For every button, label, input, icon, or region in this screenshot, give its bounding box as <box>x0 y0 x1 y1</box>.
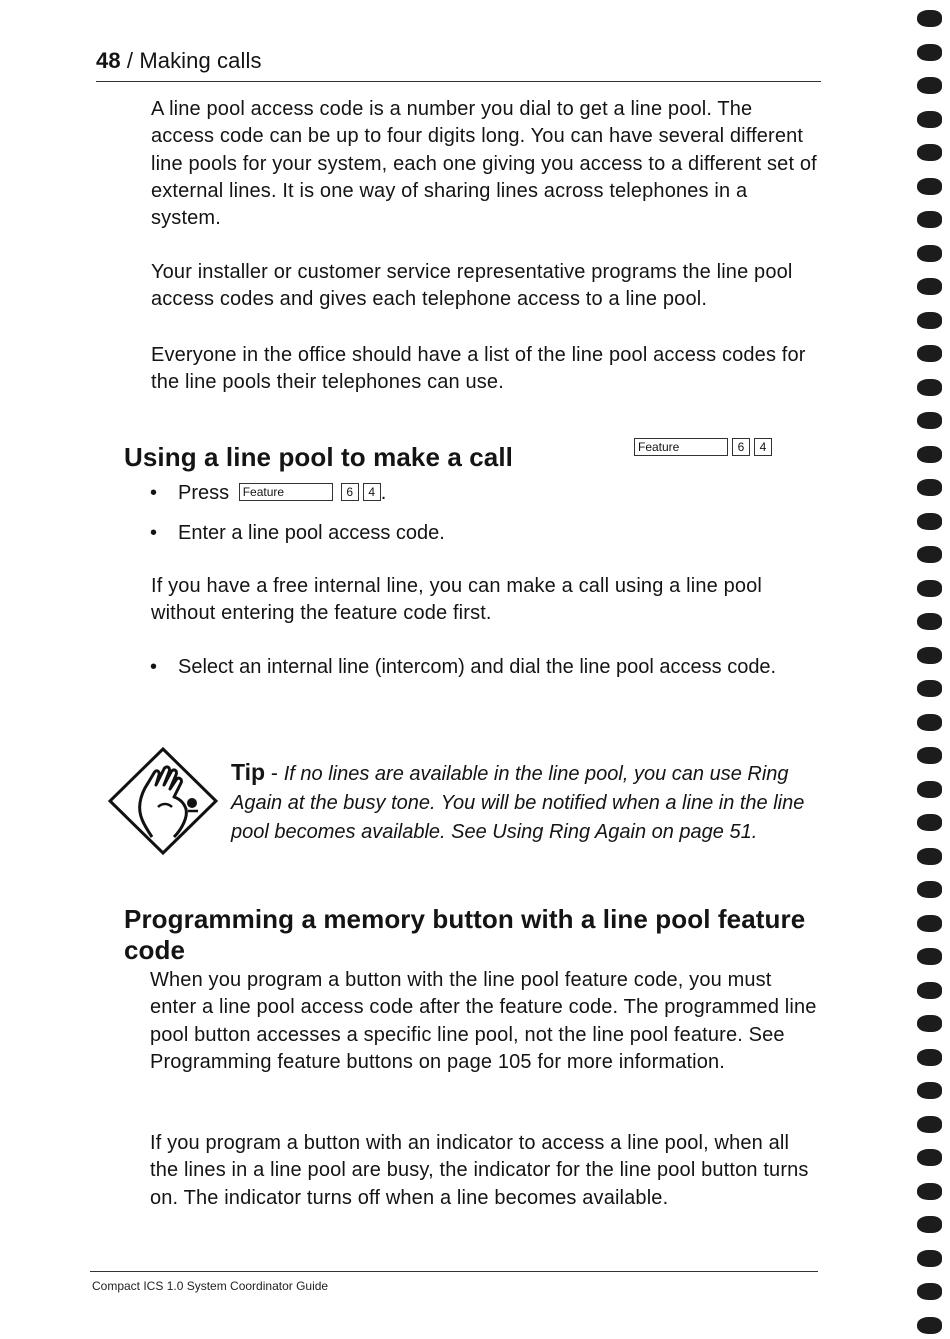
intro-paragraph-2: Your installer or customer service representative programs the line pool access codes and gives each telephone access to a line pool. <box>151 261 793 311</box>
feature-key: Feature <box>239 483 333 501</box>
binding-hole <box>917 1082 942 1099</box>
indicator-paragraph: If you program a button with an indicator to access a line pool, when all the lines in a line pool are busy, the indicator for the line pool button turns on. The indicator turns off when a line becomes available. <box>150 1132 809 1209</box>
binding-hole <box>917 1015 942 1032</box>
section-heading-using-line-pool: Using a line pool to make a call <box>124 442 513 472</box>
binding-hole <box>917 312 942 329</box>
spiral-binding <box>910 0 950 1339</box>
binding-hole <box>917 345 942 362</box>
page-footer: Compact ICS 1.0 System Coordinator Guide <box>92 1279 329 1293</box>
digit-key-4: 4 <box>363 483 381 501</box>
digit-key-6: 6 <box>732 438 750 456</box>
footer-rule <box>90 1271 818 1272</box>
intro-paragraph-1: A line pool access code is a number you dial to get a line pool. The access code can be up to four digits long. You can have several different line pools for your system, each one giving you access to a different set of external lines. It is one way of sharing lines across telephones in a system. <box>151 98 817 230</box>
binding-hole <box>917 1183 942 1200</box>
binding-hole <box>917 178 942 195</box>
binding-hole <box>917 245 942 262</box>
bullet-dot: • <box>150 482 158 504</box>
tip-label: Tip <box>231 759 266 785</box>
binding-hole <box>917 1049 942 1066</box>
binding-hole <box>917 747 942 764</box>
binding-hole <box>917 513 942 530</box>
binding-hole <box>917 211 942 228</box>
binding-hole <box>917 881 942 898</box>
binding-hole <box>917 1116 942 1133</box>
binding-hole <box>917 111 942 128</box>
program-button-paragraph: When you program a button with the line pool feature code, you must enter a line pool access code after the feature code. The programmed line pool button accesses a specific line pool, not the line pool feature. See Programming feature buttons on page 105 for more information. <box>150 969 817 1073</box>
binding-hole <box>917 848 942 865</box>
margin-key-sequence <box>634 440 772 458</box>
binding-hole <box>917 680 942 697</box>
bullet-text: Select an internal line (intercom) and dial the line pool access code. <box>178 656 777 678</box>
binding-hole <box>917 412 942 429</box>
binding-hole <box>917 982 942 999</box>
binding-hole <box>917 1317 942 1334</box>
binding-hole <box>917 647 942 664</box>
binding-hole <box>917 781 942 798</box>
binding-hole <box>917 613 942 630</box>
page-number: 48 <box>96 48 121 73</box>
header-separator: / <box>120 48 140 73</box>
binding-hole <box>917 915 942 932</box>
bullet-text: Enter a line pool access code. <box>178 522 445 544</box>
binding-hole <box>917 144 942 161</box>
binding-hole <box>917 1216 942 1233</box>
binding-hole <box>917 77 942 94</box>
binding-hole <box>917 379 942 396</box>
free-internal-line-paragraph: If you have a free internal line, you can make a call using a line pool without entering the feature code first. <box>151 575 763 625</box>
binding-hole <box>917 546 942 563</box>
bullet-dot: • <box>150 656 158 678</box>
digit-key-4: 4 <box>754 438 772 456</box>
page-header <box>96 48 262 74</box>
binding-hole <box>917 278 942 295</box>
bullet-suffix: . <box>380 482 387 504</box>
intro-paragraph-3: Everyone in the office should have a list of the line pool access codes for the line pools their telephones can use. <box>151 344 806 394</box>
feature-key: Feature <box>634 438 728 456</box>
tip-dash: - <box>265 762 284 785</box>
binding-hole <box>917 1283 942 1300</box>
binding-hole <box>917 10 942 27</box>
bullet-prefix: Press <box>178 482 230 504</box>
section-title: Making calls <box>139 48 262 73</box>
digit-key-6: 6 <box>341 483 359 501</box>
binding-hole <box>917 1149 942 1166</box>
binding-hole <box>917 948 942 965</box>
tip-text: If no lines are available in the line pool, you can use Ring Again at the busy tone. You will be notified when a line in the line pool becomes available. See Using Ring Again on page 51. <box>231 763 805 843</box>
hand-tip-icon <box>108 745 218 857</box>
binding-hole <box>917 479 942 496</box>
section-heading-programming-memory-button: Programming a memory button with a line pool feature code <box>124 904 806 965</box>
binding-hole <box>917 580 942 597</box>
header-rule <box>96 81 821 82</box>
binding-hole <box>917 1250 942 1267</box>
binding-hole <box>917 44 942 61</box>
bullet-press-keys <box>150 480 750 507</box>
tip-box <box>231 758 823 847</box>
binding-hole <box>917 814 942 831</box>
binding-hole <box>917 446 942 463</box>
bullet-dot: • <box>150 522 158 544</box>
binding-hole <box>917 714 942 731</box>
